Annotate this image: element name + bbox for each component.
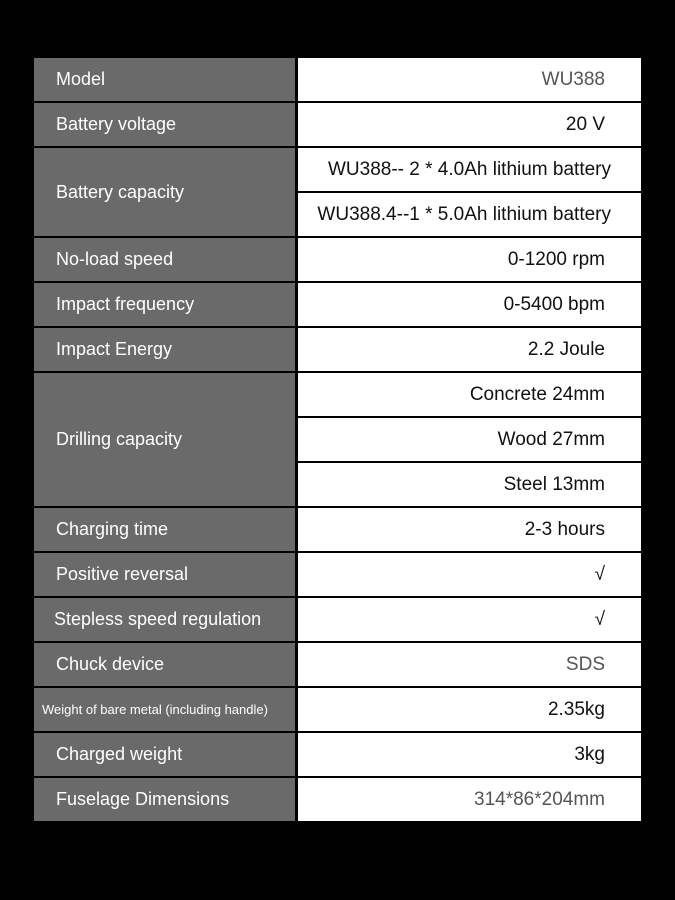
label-chuck-device: Chuck device	[34, 642, 297, 687]
value-battery-capacity-2: WU388.4--1 * 5.0Ah lithium battery	[297, 192, 642, 237]
label-stepless-speed: Stepless speed regulation	[34, 597, 297, 642]
table-row-charged-weight	[34, 732, 641, 777]
value-bare-metal-weight: 2.35kg	[297, 687, 642, 732]
table-row-fuselage-dimensions	[34, 777, 641, 822]
label-impact-energy: Impact Energy	[34, 327, 297, 372]
label-battery-voltage: Battery voltage	[34, 102, 297, 147]
value-stepless-speed: √	[297, 597, 642, 642]
label-charging-time: Charging time	[34, 507, 297, 552]
label-charged-weight: Charged weight	[34, 732, 297, 777]
value-charged-weight: 3kg	[297, 732, 642, 777]
value-battery-capacity-1: WU388-- 2 * 4.0Ah lithium battery	[297, 147, 642, 192]
table-row-battery-capacity	[34, 147, 641, 192]
value-drilling-steel: Steel 13mm	[297, 462, 642, 507]
value-charging-time: 2-3 hours	[297, 507, 642, 552]
value-impact-frequency: 0-5400 bpm	[297, 282, 642, 327]
label-drilling-capacity: Drilling capacity	[34, 372, 297, 507]
label-battery-capacity: Battery capacity	[34, 147, 297, 237]
value-no-load-speed: 0-1200 rpm	[297, 237, 642, 282]
table-row-model	[34, 58, 641, 102]
table-row-impact-frequency	[34, 282, 641, 327]
table-row-stepless-speed	[34, 597, 641, 642]
value-impact-energy: 2.2 Joule	[297, 327, 642, 372]
value-chuck-device: SDS	[297, 642, 642, 687]
value-positive-reversal: √	[297, 552, 642, 597]
table-row-positive-reversal	[34, 552, 641, 597]
label-fuselage-dimensions: Fuselage Dimensions	[34, 777, 297, 822]
value-drilling-wood: Wood 27mm	[297, 417, 642, 462]
value-battery-voltage: 20 V	[297, 102, 642, 147]
table-row-charging-time	[34, 507, 641, 552]
table-row-battery-voltage	[34, 102, 641, 147]
value-drilling-concrete: Concrete 24mm	[297, 372, 642, 417]
label-impact-frequency: Impact frequency	[34, 282, 297, 327]
value-model: WU388	[297, 58, 642, 102]
label-model: Model	[34, 58, 297, 102]
table-row-bare-metal-weight	[34, 687, 641, 732]
label-no-load-speed: No-load speed	[34, 237, 297, 282]
value-fuselage-dimensions: 314*86*204mm	[297, 777, 642, 822]
table-row-chuck-device	[34, 642, 641, 687]
label-positive-reversal: Positive reversal	[34, 552, 297, 597]
spec-table	[34, 58, 641, 823]
label-bare-metal-weight: Weight of bare metal (including handle)	[34, 687, 297, 732]
table-row-impact-energy	[34, 327, 641, 372]
table-row-no-load-speed	[34, 237, 641, 282]
table-row-drilling-capacity	[34, 372, 641, 417]
